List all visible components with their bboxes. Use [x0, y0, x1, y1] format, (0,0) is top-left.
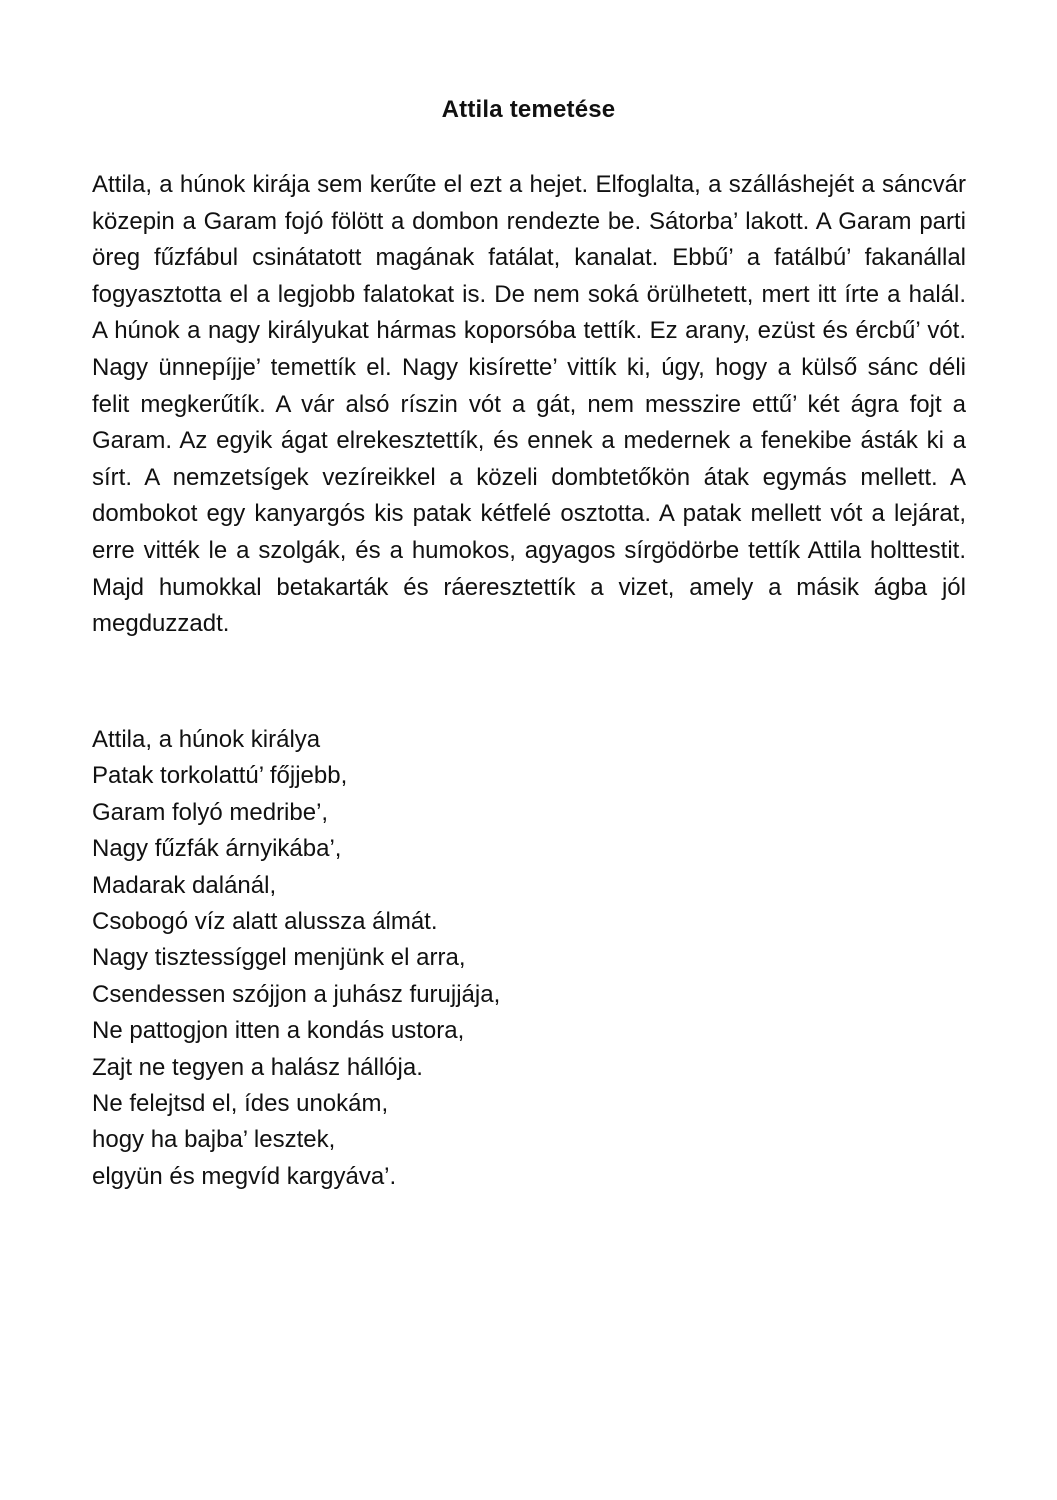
poem-line: Attila, a húnok királya: [92, 726, 321, 753]
poem-line: Ne pattogjon itten a kondás ustora,: [92, 1017, 465, 1045]
prose-paragraph: Attila, a húnok kirája sem kerűte el ezt a hejet. Elfoglalta, a szálláshejét a sáncvár közepin a Garam fojó fölött a dombon rendezte be. Sátorba’ lakott. A Garam parti öreg fűzfábul csinátatott magának fatálat, kanalat. Ebbű’ a fatálbú’ fakanállal fogyasztotta el a legjobb falatokat is. De nem soká örülhetett, mert itt írte a halál. A húnok a nagy királyukat hármas koporsóba tettík. Ez arany, ezüst és ércbű’ vót. Nagy ünnepíjje’ temettík el. Nagy kisírette’ vittík ki, úgy, hogy a külső sánc déli felit megkerűtík. A vár alsó ríszin vót a gát, nem messzire ettű’ két ágra fojt a Garam. Az egyik ágat elrekesztettík, és ennek a medernek a fenekibe ásták ki a sírt. A nemzetsígek vezíreikkel a közeli dombtetőkön átak egymás mellett. A dombokot egy kanyargós kis patak kétfelé osztotta. A patak mellett vót a lejárat, erre vitték le a szolgák, és a humokos, agyagos sírgödörbe tettík Attila holttestit. Majd humokkal betakarták és ráeresztettík a vizet, amely a másik ágba jól megduzzadt.: [92, 171, 966, 638]
poem-line: elgyün és megvíd kargyáva’.: [92, 1162, 397, 1190]
poem-line: Nagy tisztessíggel menjünk el arra,: [92, 944, 466, 972]
poem: [92, 722, 966, 1195]
poem-line: Zajt ne tegyen a halász hállója.: [92, 1053, 423, 1081]
poem-line: hogy ha bajba’ lesztek,: [92, 1126, 336, 1154]
poem-line: Madarak dalánál,: [92, 871, 277, 899]
document-title: Attila temetése: [441, 96, 616, 123]
poem-line: Csobogó víz alatt alussza álmát.: [92, 908, 438, 936]
poem-line: Garam folyó medribe’,: [92, 798, 329, 826]
poem-line: Csendessen szójjon a juhász furujjája,: [92, 980, 501, 1008]
poem-line: Ne felejtsd el, ídes unokám,: [92, 1090, 389, 1118]
poem-line: Patak torkolattú’ főjjebb,: [92, 762, 348, 790]
poem-line: Nagy fűzfák árnyikába’,: [92, 835, 342, 863]
